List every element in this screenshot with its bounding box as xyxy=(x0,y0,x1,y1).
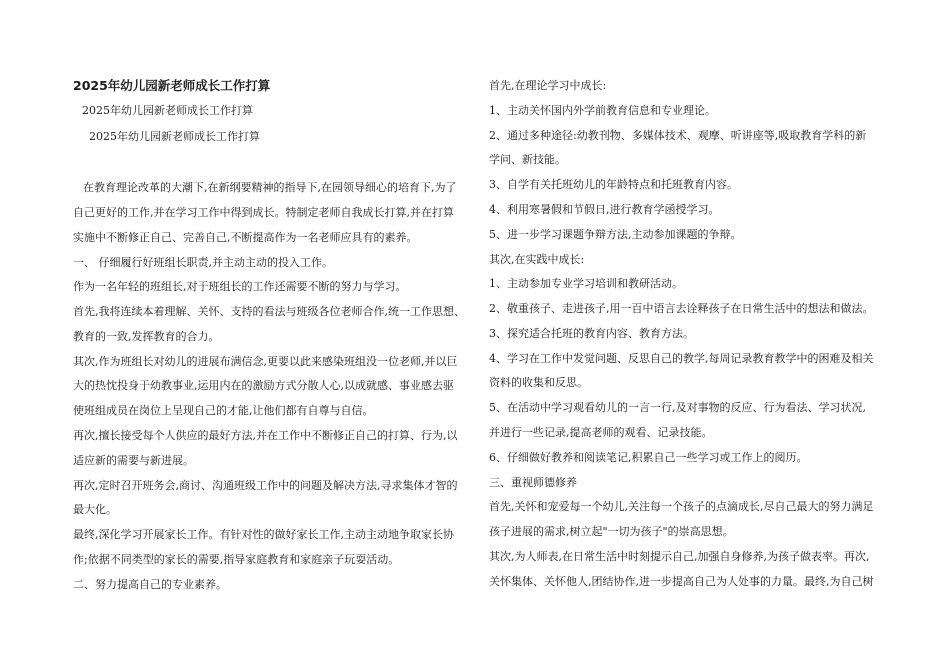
paragraph-line: 其次,在实践中成长: xyxy=(489,253,585,266)
list-item: 5、进一步学习课题争辩方法,主动参加课题的争辩。 xyxy=(489,228,742,241)
list-item: 资料的收集和反思。 xyxy=(489,376,588,389)
paragraph-line: 作为一名年轻的班组长,对于班组长的工作还需要不断的努力与学习。 xyxy=(73,280,407,293)
paragraph-line: 在教育理论改革的大潮下,在新纲要精神的指导下,在园领导细心的培育下,为了 xyxy=(83,181,457,194)
list-item: 6、仔细做好教养和阅读笔记,积累自己一些学习或工作上的阅历。 xyxy=(489,451,808,464)
paragraph-line: 实施中不断修正自己、完善自己,不断提高作为一名老师应具有的素养。 xyxy=(73,231,418,244)
paragraph-line: 再次,擅长接受每个人供应的最好方法,并在工作中不断修正自己的打算、行为,以 xyxy=(73,429,458,442)
paragraph-line: 其次,为人师表,在日常生活中时刻提示自己,加强自身修养,为孩子做表率。再次, xyxy=(489,550,870,563)
list-item: 2、敬重孩子、走进孩子,用一百中语言去诠释孩子在日常生活中的想法和做法。 xyxy=(489,302,874,315)
list-item: 1、主动关怀国内外学前教育信息和专业理论。 xyxy=(489,104,716,117)
list-item: 2、通过多种途径:幼教刊物、多媒体技术、观摩、听讲座等,吸取教育学科的新 xyxy=(489,129,867,142)
paragraph-line: 最大化。 xyxy=(73,503,117,516)
paragraph-line: 孩子进展的需求,树立起"一切为孩子"的崇高思想。 xyxy=(489,525,734,538)
subtitle-line-2: 2025年幼儿园新老师成长工作打算 xyxy=(89,130,260,143)
list-item: 4、学习在工作中发觉问题、反思自己的教学,每周记录教育教学中的困难及相关 xyxy=(489,352,874,365)
paragraph-line: 最终,深化学习开展家长工作。有针对性的做好家长工作,主动主动地争取家长协 xyxy=(73,528,454,541)
paragraph-line: 作;依据不同类型的家长的需要,指导家庭教育和家庭亲子玩耍活动。 xyxy=(73,553,400,566)
section-heading: 二、努力提高自己的专业素养。 xyxy=(73,578,227,591)
paragraph-line: 首先,我将连续本着理解、关怀、支持的看法与班级各位老师合作,统一工作思想、 xyxy=(73,305,465,318)
list-item: 3、自学有关托班幼儿的年龄特点和托班教育内容。 xyxy=(489,178,738,191)
paragraph-line: 适应新的需要与新进展。 xyxy=(73,454,194,467)
list-item: 学问、新技能。 xyxy=(489,153,566,166)
list-item: 4、利用寒暑假和节假日,进行教育学函授学习。 xyxy=(489,203,720,216)
subtitle-line-1: 2025年幼儿园新老师成长工作打算 xyxy=(82,104,253,117)
section-heading: 一、 仔细履行好班组长职责,并主动主动的投入工作。 xyxy=(73,256,333,269)
list-item: 并进行一些记录,提高老师的观看、记录技能。 xyxy=(489,426,713,439)
document-title: 2025年幼儿园新老师成长工作打算 xyxy=(73,78,271,93)
paragraph-line: 使班组成员在岗位上呈现自己的才能,让他们都有自尊与自信。 xyxy=(73,404,374,417)
list-item: 3、探究适合托班的教育内容、教育方法。 xyxy=(489,327,694,340)
section-heading: 三、重视师德修养 xyxy=(489,476,577,489)
list-item: 1、主动参加专业学习培训和教研活动。 xyxy=(489,277,683,290)
paragraph-line: 首先,关怀和宠爱每一个幼儿,关注每一个孩子的点滴成长,尽自己最大的努力满足 xyxy=(489,500,874,513)
paragraph-line: 大的热忱投身于幼教事业,运用内在的激励方式分散人心,以成就感、事业感去驱 xyxy=(73,379,454,392)
paragraph-line: 首先,在理论学习中成长: xyxy=(489,79,607,92)
paragraph-line: 其次,作为班组长对幼儿的进展布满信念,更要以此来感染班组没一位老师,并以巨 xyxy=(73,355,458,368)
list-item: 5、在活动中学习观看幼儿的一言一行,及对事物的反应、行为看法、学习状况, xyxy=(489,401,866,414)
paragraph-line: 关怀集体、关怀他人,团结协作,进一步提高自己为人处事的力量。最终,为自己树 xyxy=(489,575,874,588)
paragraph-line: 自己更好的工作,并在学习工作中得到成长。特制定老师自我成长打算,并在打算 xyxy=(73,206,454,219)
paragraph-line: 再次,定时召开班务会,商讨、沟通班级工作中的问题及解决方法,寻求集体才智的 xyxy=(73,479,458,492)
paragraph-line: 教育的一致,发挥教育的合力。 xyxy=(73,330,220,343)
